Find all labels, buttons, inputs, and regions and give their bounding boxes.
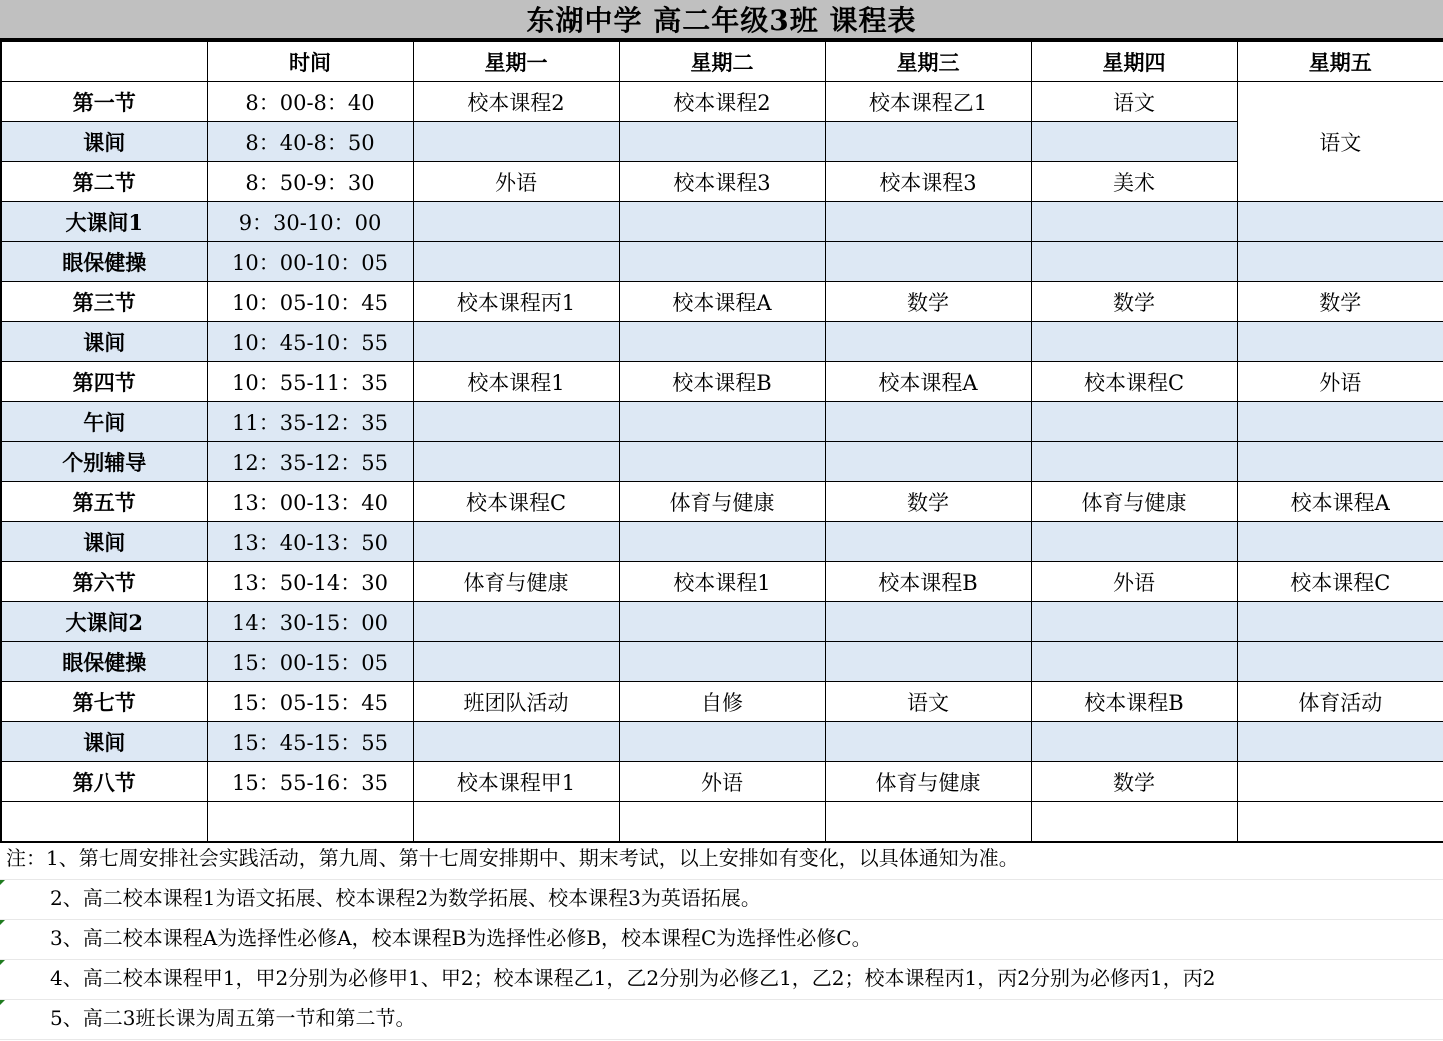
empty-cell[interactable] <box>619 802 825 843</box>
empty-row <box>1 802 1443 843</box>
time-cell[interactable]: 10：55-11：35 <box>207 362 413 402</box>
course-cell-friday[interactable]: 数学 <box>1237 282 1443 322</box>
period-label-cell[interactable]: 大课间2 <box>1 602 207 642</box>
table-row <box>1 202 1443 242</box>
course-cell-friday[interactable] <box>1237 442 1443 482</box>
course-cell-tuesday[interactable]: 体育与健康 <box>619 482 825 522</box>
empty-cell[interactable] <box>825 802 1031 843</box>
course-cell-friday[interactable]: 校本课程A <box>1237 482 1443 522</box>
note-line-2[interactable] <box>0 880 1443 920</box>
period-label-cell[interactable]: 第四节 <box>1 362 207 402</box>
time-cell[interactable]: 8：40-8：50 <box>207 122 413 162</box>
course-cell-friday[interactable] <box>1237 242 1443 282</box>
time-cell[interactable]: 15：05-15：45 <box>207 682 413 722</box>
table-row <box>1 722 1443 762</box>
course-cell-thursday[interactable] <box>1031 602 1237 642</box>
period-label-cell[interactable]: 大课间1 <box>1 202 207 242</box>
schedule-table <box>0 40 1443 843</box>
empty-cell[interactable] <box>207 802 413 843</box>
note-line-3[interactable] <box>0 920 1443 960</box>
course-cell-tuesday[interactable]: 校本课程2 <box>619 82 825 122</box>
period-label-cell[interactable]: 第五节 <box>1 482 207 522</box>
course-cell-tuesday[interactable]: 自修 <box>619 682 825 722</box>
course-cell-wednesday[interactable] <box>825 202 1031 242</box>
table-row <box>1 562 1443 602</box>
header-cell-wednesday[interactable]: 星期三 <box>825 41 1031 82</box>
header-cell-tuesday[interactable]: 星期二 <box>619 41 825 82</box>
table-row <box>1 282 1443 322</box>
table-row <box>1 362 1443 402</box>
table-row <box>1 82 1443 122</box>
course-cell-friday[interactable] <box>1237 602 1443 642</box>
note-text: 2、高二校本课程1为语文拓展、校本课程2为数学拓展、校本课程3为英语拓展。 <box>50 886 761 910</box>
table-row <box>1 602 1443 642</box>
note-text: 3、高二校本课程A为选择性必修A，校本课程B为选择性必修B，校本课程C为选择性必修C。 <box>50 926 872 950</box>
table-row <box>1 122 1443 162</box>
course-cell-wednesday[interactable] <box>825 242 1031 282</box>
course-cell-wednesday[interactable] <box>825 442 1031 482</box>
note-text: 注：1、第七周安排社会实践活动，第九周、第十七周安排期中、期末考试，以上安排如有变化，以具体通知为准。 <box>6 846 1019 870</box>
course-cell-thursday[interactable] <box>1031 642 1237 682</box>
time-cell[interactable]: 10：05-10：45 <box>207 282 413 322</box>
course-cell-monday[interactable] <box>413 242 619 282</box>
time-cell[interactable]: 15：00-15：05 <box>207 642 413 682</box>
course-cell-tuesday[interactable] <box>619 602 825 642</box>
course-cell-wednesday[interactable]: 数学 <box>825 282 1031 322</box>
table-row <box>1 322 1443 362</box>
empty-cell[interactable] <box>413 802 619 843</box>
period-label-cell[interactable]: 课间 <box>1 722 207 762</box>
time-cell[interactable]: 12：35-12：55 <box>207 442 413 482</box>
cell-marker-icon <box>0 1000 5 1005</box>
course-cell-friday[interactable] <box>1237 522 1443 562</box>
course-cell-monday[interactable]: 班团队活动 <box>413 682 619 722</box>
course-cell-wednesday[interactable] <box>825 722 1031 762</box>
time-cell[interactable]: 13：00-13：40 <box>207 482 413 522</box>
note-line-1[interactable] <box>0 840 1443 880</box>
course-cell-wednesday[interactable]: 语文 <box>825 682 1031 722</box>
course-cell-wednesday[interactable]: 体育与健康 <box>825 762 1031 802</box>
course-cell-wednesday[interactable]: 校本课程乙1 <box>825 82 1031 122</box>
period-label-cell[interactable]: 眼保健操 <box>1 242 207 282</box>
course-cell-thursday[interactable] <box>1031 402 1237 442</box>
table-row <box>1 402 1443 442</box>
note-text: 4、高二校本课程甲1，甲2分别为必修甲1、甲2；校本课程乙1，乙2分别为必修乙1，乙2；校本课程丙1，丙2分别为必修丙1，丙2 <box>50 966 1216 990</box>
time-cell[interactable]: 8：50-9：30 <box>207 162 413 202</box>
cell-marker-icon <box>0 960 5 965</box>
time-cell[interactable]: 9：30-10：00 <box>207 202 413 242</box>
empty-cell[interactable] <box>1237 802 1443 843</box>
course-cell-tuesday[interactable] <box>619 242 825 282</box>
course-cell-monday[interactable] <box>413 442 619 482</box>
course-cell-monday[interactable] <box>413 122 619 162</box>
period-label-cell[interactable]: 第六节 <box>1 562 207 602</box>
course-cell-monday[interactable] <box>413 642 619 682</box>
course-cell-monday[interactable]: 外语 <box>413 162 619 202</box>
course-cell-friday[interactable]: 外语 <box>1237 362 1443 402</box>
course-cell-tuesday[interactable] <box>619 522 825 562</box>
course-cell-wednesday[interactable]: 数学 <box>825 482 1031 522</box>
course-cell-thursday[interactable]: 外语 <box>1031 562 1237 602</box>
course-cell-monday[interactable]: 体育与健康 <box>413 562 619 602</box>
course-cell-wednesday[interactable]: 校本课程B <box>825 562 1031 602</box>
course-cell-thursday[interactable]: 美术 <box>1031 162 1237 202</box>
notes-section <box>0 840 1443 1040</box>
course-cell-friday[interactable] <box>1237 722 1443 762</box>
course-cell-tuesday[interactable]: 校本课程B <box>619 362 825 402</box>
course-cell-wednesday[interactable] <box>825 642 1031 682</box>
table-row <box>1 242 1443 282</box>
course-cell-thursday[interactable] <box>1031 242 1237 282</box>
period-label-cell[interactable]: 眼保健操 <box>1 642 207 682</box>
time-cell[interactable]: 11：35-12：35 <box>207 402 413 442</box>
course-cell-monday[interactable]: 校本课程C <box>413 482 619 522</box>
header-cell-thursday[interactable]: 星期四 <box>1031 41 1237 82</box>
friday-merged-cell[interactable]: 语文 <box>1237 82 1443 202</box>
course-cell-friday[interactable]: 体育活动 <box>1237 682 1443 722</box>
header-cell-period[interactable] <box>1 41 207 82</box>
table-row <box>1 442 1443 482</box>
course-cell-tuesday[interactable]: 校本课程3 <box>619 162 825 202</box>
header-cell-friday[interactable]: 星期五 <box>1237 41 1443 82</box>
course-cell-thursday[interactable]: 体育与健康 <box>1031 482 1237 522</box>
course-cell-monday[interactable]: 校本课程2 <box>413 82 619 122</box>
period-label-cell[interactable]: 第七节 <box>1 682 207 722</box>
course-cell-tuesday[interactable]: 校本课程1 <box>619 562 825 602</box>
cell-marker-icon <box>0 880 5 885</box>
period-label-cell[interactable]: 第二节 <box>1 162 207 202</box>
course-cell-friday[interactable] <box>1237 762 1443 802</box>
course-cell-thursday[interactable] <box>1031 122 1237 162</box>
course-cell-wednesday[interactable] <box>825 322 1031 362</box>
time-cell[interactable]: 13：40-13：50 <box>207 522 413 562</box>
course-cell-tuesday[interactable]: 外语 <box>619 762 825 802</box>
header-cell-monday[interactable]: 星期一 <box>413 41 619 82</box>
period-label-cell[interactable]: 课间 <box>1 522 207 562</box>
course-cell-friday[interactable]: 校本课程C <box>1237 562 1443 602</box>
period-label-cell[interactable]: 第八节 <box>1 762 207 802</box>
course-cell-wednesday[interactable] <box>825 602 1031 642</box>
course-cell-monday[interactable] <box>413 402 619 442</box>
page-title: 东湖中学 高二年级3班 课程表 <box>0 0 1443 40</box>
table-row <box>1 162 1443 202</box>
course-cell-friday[interactable] <box>1237 202 1443 242</box>
period-label-cell[interactable]: 个别辅导 <box>1 442 207 482</box>
course-cell-tuesday[interactable] <box>619 722 825 762</box>
course-cell-thursday[interactable] <box>1031 722 1237 762</box>
course-cell-wednesday[interactable]: 校本课程3 <box>825 162 1031 202</box>
time-cell[interactable]: 10：45-10：55 <box>207 322 413 362</box>
course-cell-tuesday[interactable]: 校本课程A <box>619 282 825 322</box>
course-cell-monday[interactable]: 校本课程甲1 <box>413 762 619 802</box>
course-cell-monday[interactable] <box>413 602 619 642</box>
period-label-cell[interactable]: 课间 <box>1 122 207 162</box>
time-cell[interactable]: 8：00-8：40 <box>207 82 413 122</box>
course-cell-monday[interactable]: 校本课程1 <box>413 362 619 402</box>
time-cell[interactable]: 13：50-14：30 <box>207 562 413 602</box>
course-cell-monday[interactable] <box>413 522 619 562</box>
course-cell-tuesday[interactable] <box>619 122 825 162</box>
course-cell-thursday[interactable]: 校本课程B <box>1031 682 1237 722</box>
course-cell-monday[interactable] <box>413 322 619 362</box>
course-cell-friday[interactable] <box>1237 322 1443 362</box>
period-label-cell[interactable]: 课间 <box>1 322 207 362</box>
course-cell-thursday[interactable] <box>1031 322 1237 362</box>
course-cell-tuesday[interactable] <box>619 642 825 682</box>
time-cell[interactable]: 10：00-10：05 <box>207 242 413 282</box>
table-row <box>1 762 1443 802</box>
table-row <box>1 682 1443 722</box>
period-label-cell[interactable]: 午间 <box>1 402 207 442</box>
course-cell-tuesday[interactable] <box>619 402 825 442</box>
course-cell-thursday[interactable]: 语文 <box>1031 82 1237 122</box>
course-cell-thursday[interactable]: 校本课程C <box>1031 362 1237 402</box>
empty-cell[interactable] <box>1 802 207 843</box>
time-cell[interactable]: 14：30-15：00 <box>207 602 413 642</box>
note-text: 5、高二3班长课为周五第一节和第二节。 <box>50 1006 416 1030</box>
empty-cell[interactable] <box>1031 802 1237 843</box>
course-cell-friday[interactable] <box>1237 402 1443 442</box>
course-cell-thursday[interactable]: 数学 <box>1031 282 1237 322</box>
course-cell-wednesday[interactable]: 校本课程A <box>825 362 1031 402</box>
header-row <box>1 41 1443 82</box>
period-label-cell[interactable]: 第三节 <box>1 282 207 322</box>
note-line-5[interactable] <box>0 1000 1443 1040</box>
cell-marker-icon <box>0 920 5 925</box>
time-cell[interactable]: 15：45-15：55 <box>207 722 413 762</box>
course-cell-thursday[interactable]: 数学 <box>1031 762 1237 802</box>
table-row <box>1 482 1443 522</box>
course-cell-friday[interactable] <box>1237 642 1443 682</box>
table-row <box>1 522 1443 562</box>
course-cell-wednesday[interactable] <box>825 402 1031 442</box>
course-cell-tuesday[interactable] <box>619 202 825 242</box>
table-row <box>1 642 1443 682</box>
course-cell-wednesday[interactable] <box>825 122 1031 162</box>
course-cell-wednesday[interactable] <box>825 522 1031 562</box>
time-cell[interactable]: 15：55-16：35 <box>207 762 413 802</box>
course-cell-thursday[interactable] <box>1031 202 1237 242</box>
header-cell-time[interactable]: 时间 <box>207 41 413 82</box>
course-cell-thursday[interactable] <box>1031 522 1237 562</box>
course-cell-tuesday[interactable] <box>619 442 825 482</box>
note-line-4[interactable] <box>0 960 1443 1000</box>
course-cell-monday[interactable]: 校本课程丙1 <box>413 282 619 322</box>
course-cell-monday[interactable] <box>413 202 619 242</box>
course-cell-monday[interactable] <box>413 722 619 762</box>
period-label-cell[interactable]: 第一节 <box>1 82 207 122</box>
course-cell-thursday[interactable] <box>1031 442 1237 482</box>
course-cell-tuesday[interactable] <box>619 322 825 362</box>
